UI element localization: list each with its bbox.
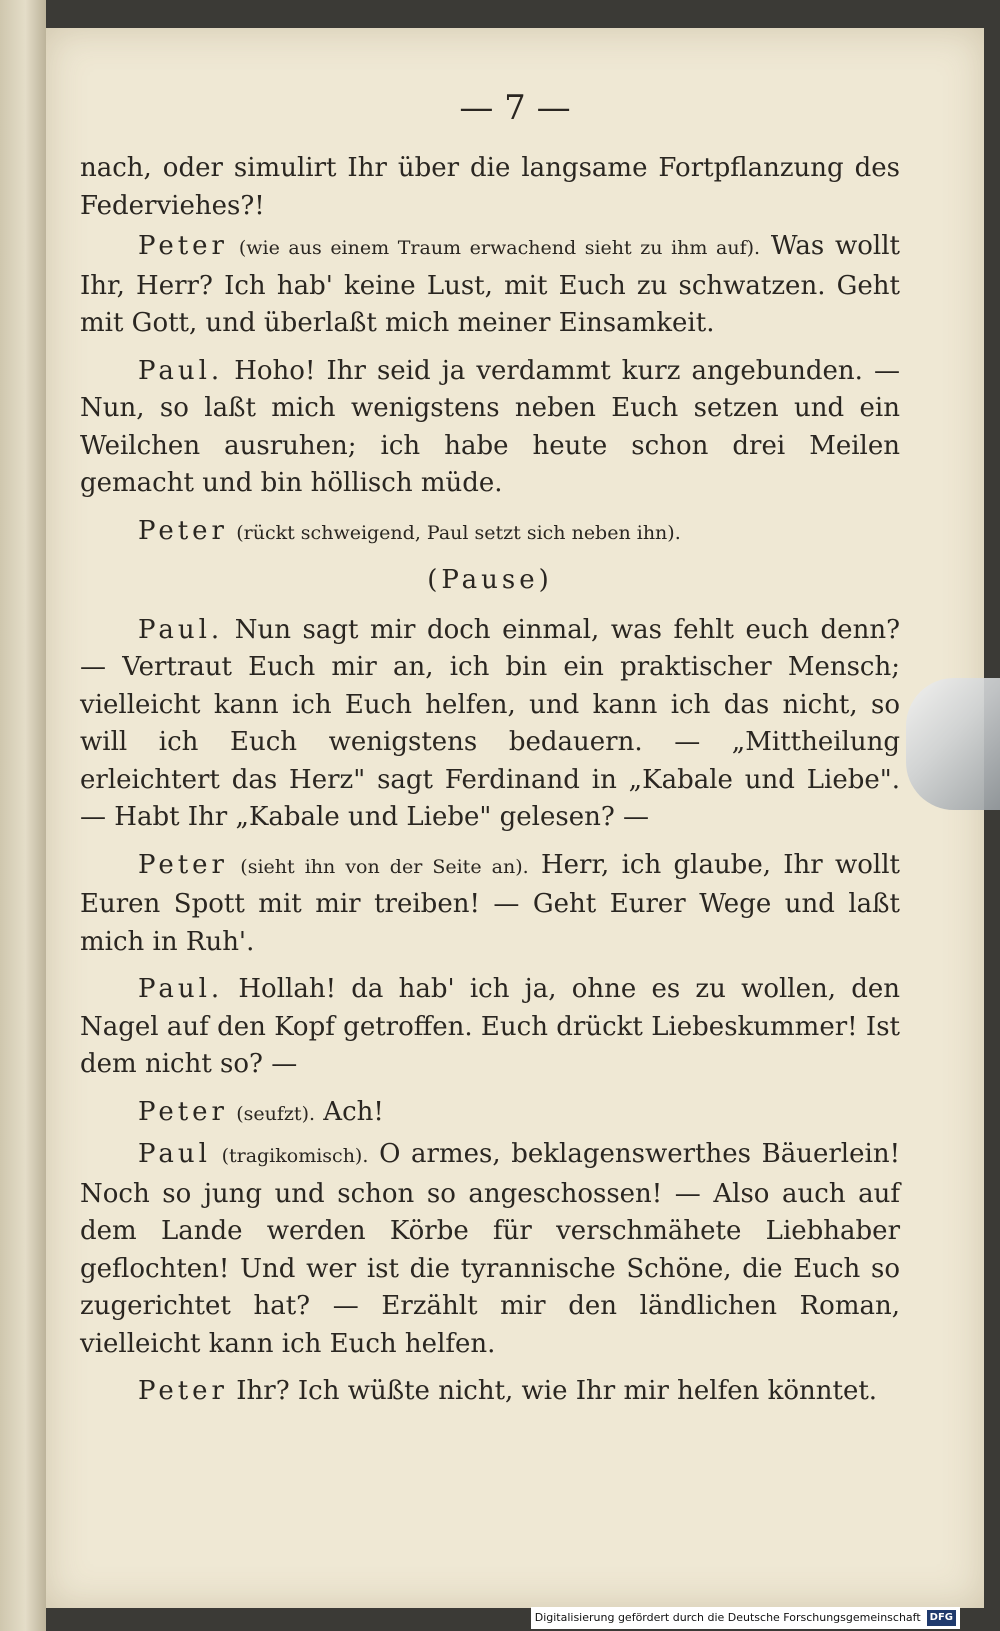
speaker-name: Paul [138,1139,211,1169]
paragraph-1 [80,150,900,225]
speaker-name: Peter [138,849,228,880]
paragraph-text: Hollah! da hab' ich ja, ohne es zu wollen, den Nagel auf den Kopf getroffen. Euch drückt Liebeskummer! Ist dem nicht so? — [80,974,900,1079]
speaker-name: Peter [138,515,228,546]
page-number: — 7 — [459,88,571,128]
credit-text: Digitalisierung gefördert durch die Deutsche Forschungsgemeinschaft [534,1611,921,1624]
paragraph-text: Ihr? Ich wüßte nicht, wie Ihr mir helfen könntet. [236,1376,878,1406]
paragraph-text: Was wollt Ihr, Herr? Ich hab' keine Lust, mit Euch zu schwatzen. Geht mit Gott, und überlaßt mich meiner Einsamkeit. [80,231,901,338]
paragraph-text: Nun sagt mir doch einmal, was fehlt euch denn? — Vertraut Euch mir an, ich bin ein praktischer Mensch; vielleicht kann ich Euch helfen, und kann ich das nicht, so will ich Euch wenigstens bedauern. — „Mittheilung erleichtert das Herz" sagt Ferdinand in „Kabale und Liebe". — Habt Ihr „Kabale und Liebe" gelesen? — [80,614,901,832]
paragraph-4 [80,513,900,553]
paragraph-9 [80,1136,900,1363]
paragraph-2 [80,228,900,343]
paragraph-text: nach, oder simulirt Ihr über die langsame Fortpflanzung des Federviehes?! [80,153,900,221]
stage-direction: (wie aus einem Traum erwachend sieht zu ihm auf). [238,237,761,259]
stage-direction: (sieht ihn von der Seite an). [240,855,529,878]
paragraph-10 [80,1373,900,1411]
paragraph-7 [80,971,900,1084]
speaker-name: Paul. [138,614,224,645]
speaker-name: Peter [138,1376,228,1406]
paragraph-8 [80,1094,900,1134]
stage-direction: (tragikomisch). [221,1145,369,1167]
paragraph-text: Ach! [323,1096,384,1127]
adjacent-page-edge [0,0,46,1631]
page-text [80,150,900,1414]
dfg-logo: DFG [927,1610,956,1626]
page-clip [906,678,1000,810]
speaker-name: Paul. [138,355,224,386]
book-page [46,28,984,1608]
paragraph-3 [80,353,900,503]
paragraph-text: Herr, ich glaube, Ihr wollt Euren Spott mit mir treiben! — Geht Eurer Wege und laßt mich in Ruh'. [80,849,900,957]
pause-heading: (Pause) [427,565,553,595]
stage-direction: (rückt schweigend, Paul setzt sich neben ihn). [236,521,681,544]
stage-direction: (seufzt). [236,1102,316,1125]
speaker-name: Paul. [138,974,224,1004]
paragraph-text: Hoho! Ihr seid ja verdammt kurz angebunden. — Nun, so laßt mich wenigstens neben Euch setzen und ein Weilchen ausruhen; ich habe heute schon drei Meilen gemacht und bin höllisch müde. [80,355,900,498]
paragraph-6 [80,847,900,962]
digitization-credit [531,1607,960,1629]
paragraph-text: O armes, beklagenswerthes Bäuerlein! Noch so jung und schon so angeschossen! — Also auch auf dem Lande werden Körbe für verschmähete Liebhaber geflochten! Und wer ist die tyrannische Schöne, die Euch so zugerichtet hat? — Erzählt mir den ländlichen Roman, vielleicht kann ich Euch helfen. [80,1139,901,1359]
speaker-name: Peter [138,1096,228,1127]
speaker-name: Peter [138,231,228,261]
paragraph-5 [80,612,900,837]
